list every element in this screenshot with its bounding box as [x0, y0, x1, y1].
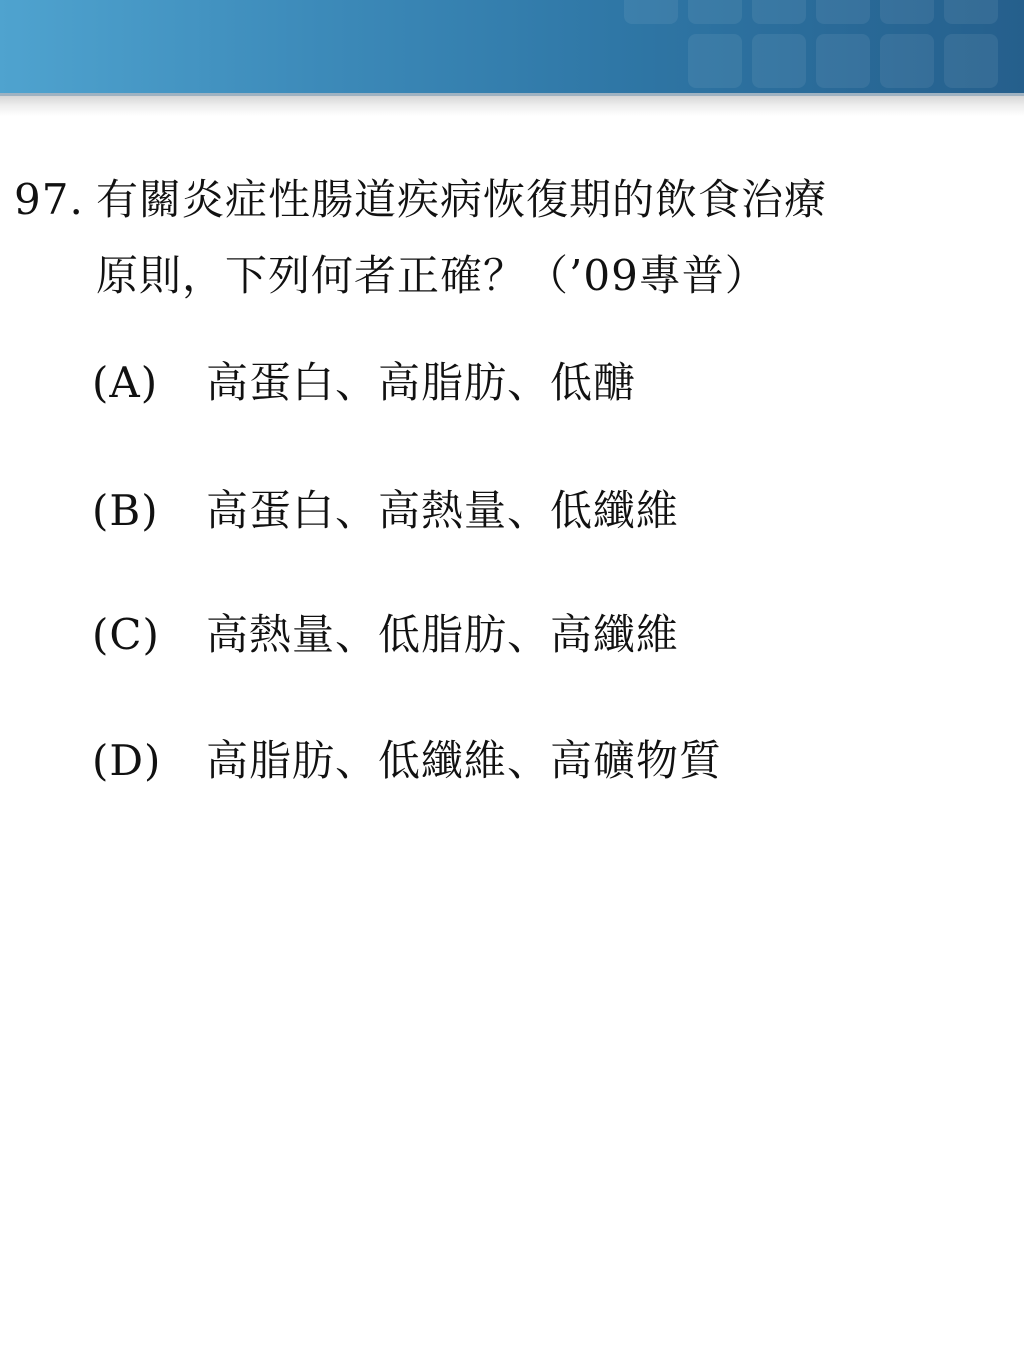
option-c[interactable] [92, 602, 679, 662]
option-c-label: (C) [92, 610, 160, 659]
question-text [96, 162, 1006, 314]
option-b[interactable] [92, 478, 679, 538]
option-c-text: 高熱量、低脂肪、高纖維 [206, 610, 680, 659]
option-d[interactable] [92, 728, 722, 788]
option-b-text: 高蛋白、高熱量、低纖維 [206, 486, 680, 535]
question-line-1: 有關炎症性腸道疾病恢復期的飲食治療 [96, 175, 828, 224]
header-banner [0, 0, 1024, 93]
option-a[interactable] [92, 350, 636, 410]
option-b-label: (B) [92, 486, 159, 535]
question-line-2: 原則，下列何者正確？（’09專普） [96, 251, 768, 300]
option-d-label: (D) [92, 736, 162, 785]
banner-pattern [604, 0, 1024, 93]
banner-shadow [0, 96, 1024, 116]
option-a-text: 高蛋白、高脂肪、低醣 [206, 358, 637, 407]
option-a-label: (A) [92, 358, 159, 407]
question-number: 97. [14, 175, 84, 224]
option-d-text: 高脂肪、低纖維、高礦物質 [206, 736, 723, 785]
